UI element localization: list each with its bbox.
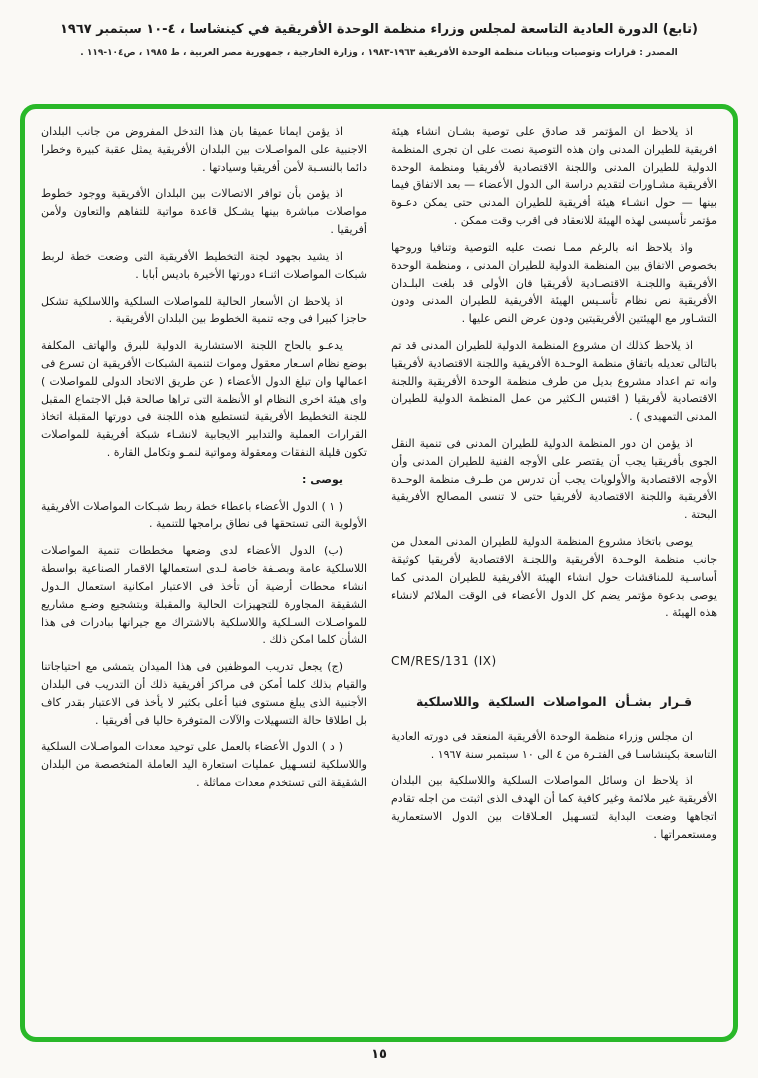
paragraph: اذ يؤمن ان دور المنظمة الدولية للطيران المدنى فى تنمية النقل الجوى بأفريقيا يجب أن يقتصر على الأوجه الفنية للطيران المدنى وأن الأوجه الاقتصادية والأولويات يجب أن تدرس من طـرف منظمة الوحـدة الأفريقية واللجنة الاقتصادية لأفريقيا حتى لا تنسى المصالح الأفريقية البحتة . — [391, 437, 717, 522]
resolution-title: قـرار بشـأن المواصلات السلكية واللاسلكية — [415, 693, 693, 709]
content-frame — [20, 104, 738, 1042]
recommendation-item: (ب) الدول الأعضاء لدى وضعها مخططات تنمية المواصلات اللاسلكية عامة وبصـفة خاصة لـدى استعمالها الاقمار الصناعية بواسطة انشاء محطات أرضية أن تأخذ فى الاعتبار امكانية استعمال الـدول الشقيقة المجاورة للتجهيزات الحالية والمقبلة وبتشجيع وضـع مشاريع للمواصـلات السـلكية واللاسلكية بالاشتراك مع جيرانها ببادرات فى هذا الشأن كلما امكن ذلك . — [41, 544, 367, 647]
paragraph: اذ يشيد بجهود لجنة التخطيط الأفريقية التى وضعت خطة لربط شبكات المواصلات اثنـاء دورتها الأخيرة باديس أبابا . — [41, 249, 367, 281]
paragraph: اذ يلاحظ ان المؤتمر قد صادق على توصية بشـان انشاء هيئة افريقية للطيران المدنى وان هذه التوصية نصت على ان تجرى المنظمة الدولية للطيران المدنى واللجنة الاقتصادية لأفريقيا ومنظمة الوحدة الأفريقية مشـاورات لتقديم دراسة الى الدول الأعضاء — بعد الاتفاق فيما بينها — حول انشـاء هيئة أفريقية للطيران المدنى حتى يمكن دعـوة مؤتمر تأسيسى لهذه الهيئة للانعقاد فى اقرب وقت ممكن . — [391, 125, 717, 228]
paragraph: اذ يلاحظ ان وسائل المواصلات السلكية واللاسلكية بين البلدان الأفريقية غير ملائمة وغير كافية كما أن الهدف الذى اثبتت من اجله تقادم اتجاهها وضعت البداية لتسـهيل العـلاقات بين الدول الاستعمارية ومستعمراتها . — [391, 774, 717, 841]
resolution-code: CM/RES/131 (IX) — [391, 654, 497, 669]
left-column — [41, 123, 367, 1027]
document-title: (تابع) الدورة العادية التاسعة لمجلس وزراء منظمة الوحدة الأفريقية في كينشاسا ، ٤-١٠ سبتمبر ١٩٦٧ — [59, 22, 699, 37]
text-columns — [41, 123, 717, 1027]
paragraph: اذ يؤمن بأن توافر الاتصالات بين البلدان الأفريقية ووجود خطوط مواصلات مباشرة بينها يشـكل قاعدة مواتية للتفاهم والتعاون ولأمن أفريقيا . — [41, 187, 367, 237]
paragraph: اذ يلاحظ كذلك ان مشروع المنظمة الدولية للطيران المدنى قد تم بالتالى تعديله باتفاق منظمة الوحـدة الأفريقية واللجنة الاقتصادية لأفريقيا وانه تم اعداد مشروع بديل من طرف منظمة الوحدة الأفريقية واللجنة الاقتصادية لأفريقيا ( اقتبس الـكثير من عمل المنظمة الدولية للطيران المدنى التمهيدى ) . — [391, 338, 717, 424]
paragraph: اذ يؤمن ايمانا عميقا بان هذا التدخل المفروض من جانب البلدان الاجنبية على المواصـلات بين البلدان الأفريقية يمثل عقبة كبيرة وخطرا دائما بالنسـبة لأمن أفريقيا وسيادتها . — [41, 125, 367, 174]
paragraph: واذ يلاحظ انه بالرغم ممـا نصت عليه التوصية وتنافيا وروحها بخصوص الاتفاق بين المنظمة الدولية للطيران المدنى ، ومنظمة الوحدة الأفريقية واللجنـة الاقتصـادية لأفريقيا فان الأولى قد بلغت البلـدان الأفريقية نص نظام تأسـيس الهيئة الأفريقية للطيران المدنى ودون التشـاور مع الهيئتين الأفريقيتين ودون عرض النص عليها . — [391, 240, 717, 326]
paragraph: يوصى باتخاذ مشروع المنظمة الدولية للطيران المدنى المعدل من جانب منظمة الوحـدة الأفريقية واللجنـة الاقتصادية لأفريقيا كوثيقة أساسـية للمناقشات حول انشاء الهيئة الأفريقية للطيران المدنى كما يوصى بدعوة مؤتمر يضم كل الدول الأعضاء فى الوقت الملائم لانشاء هذه الهيئة . — [391, 535, 717, 620]
recommendation-item: (ج) يجعل تدريب الموظفين فى هذا الميدان يتمشى مع احتياجاتنا والقيام بذلك كلما أمكن فى مراكز أفريقية ذلك أن التدريب فى البلدان الأجنبية الذى يبلغ مستوى فنيا أعلى بكثير لا يأخذ فى الاعتبار بقدر كاف بل اطلاقا حالة التسهيلات والآلات المتوفرة حاليا فى أفريقيا . — [41, 660, 367, 727]
right-column — [391, 123, 717, 1027]
page-number: ١٥ — [371, 1047, 387, 1062]
recommendation-label: يوصى : — [301, 472, 343, 486]
recommendation-item: ( ١ ) الدول الأعضاء باعطاء خطة ربط شبـكات المواصلات الأفريقية الأولوية التى تستحقها فى نطاق برامجها للتنمية . — [41, 499, 367, 531]
paragraph: اذ يلاحظ ان الأسعار الحالية للمواصلات السلكية واللاسلكية تشكل حاجزا كبيرا فى وجه تنمية الخطوط بين البلدان الأفريقية . — [41, 294, 367, 326]
paragraph: يدعـو بالحاح اللجنة الاستشارية الدولية للبرق والهاتف المكلفة بوضع نظام اسـعار معقول وموات لتنمية الشبكات الأفريقية ان تسرع فى اعمالها وان تبلغ الدول الأعضاء ( عن طريق الاتحاد الدولى للمواصلات ) واى هيئة اخرى النظام او الأنظمة التى تراها صالحة قبل الاجتماع المقبل للجنة التخطيط الأفريقية لتستطيع هذه اللجنة فى دورتها المقبلة اتخاذ القرارات العملية والتدابير الايجابية لانشـاء شبكة أفريقية للمواصلات تكون قليلة النفقات ومعقولة ومواتية لنمـو وتكامل القارة . — [41, 339, 367, 459]
recommendation-item: ( د ) الدول الأعضاء بالعمل على توحيد معدات المواصـلات السلكية واللاسلكية لتسـهيل عمليات استعارة اليد العاملة المتخصصة من البلدان الشقيقة التى تستخدم معدات مماثلة . — [41, 740, 367, 789]
paragraph: ان مجلس وزراء منظمة الوحدة الأفريقية المنعقد فى دورته العادية التاسعة بكينشاسـا فى الفتـرة من ٤ الى ١٠ سبتمبر سنة ١٩٦٧ . — [391, 729, 717, 761]
document-source: المصدر : قرارات وتوصيات وبيانات منظمة الوحدة الأفريقية ١٩٦٣-١٩٨٣ ، وزارة الخارجية ، جمهورية مصر العربية ، ط ١٩٨٥ ، ص١٠٤-١١٩ . — [80, 48, 678, 58]
page-header — [0, 0, 758, 58]
